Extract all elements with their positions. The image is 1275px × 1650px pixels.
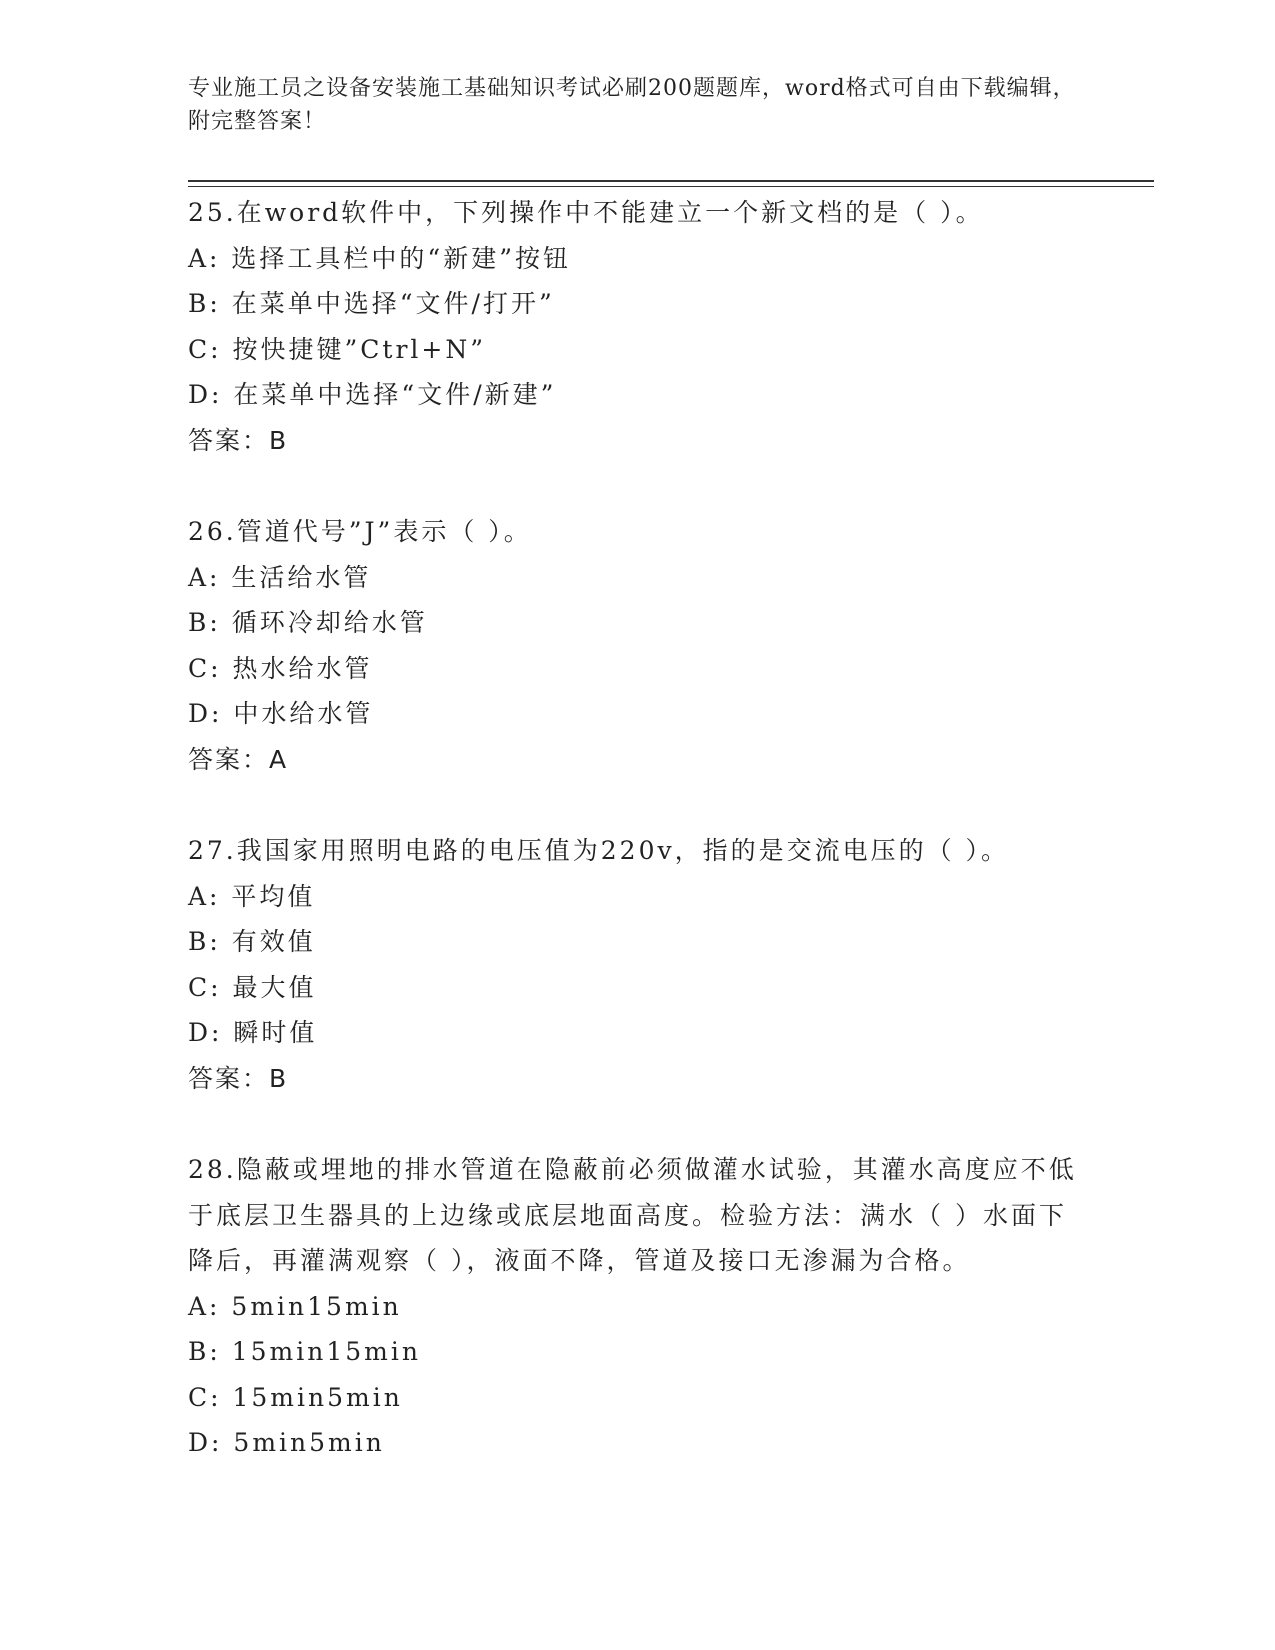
question-26	[188, 509, 1088, 782]
option-a: A: 平均值	[188, 881, 316, 911]
question-25	[188, 190, 1088, 463]
option-b: B: 循环冷却给水管	[188, 608, 428, 637]
header-rule-thick	[188, 180, 1154, 182]
question-stem: 28.隐蔽或埋地的排水管道在隐蔽前必须做灌水试验，其灌水高度应不低于底层卫生器具的上边缘或底层地面高度。检验方法：满水（ ）水面下降后，再灌满观察（ ），液面不降，管道及接口无渗漏为合格。	[188, 1155, 1077, 1275]
answer: 答案：B	[188, 1063, 289, 1093]
question-27	[188, 828, 1088, 1101]
option-c: C: 热水给水管	[188, 653, 373, 683]
option-a: A: 生活给水管	[188, 562, 372, 592]
option-c: C: 按快捷键”Ctrl+N”	[188, 334, 487, 364]
answer: 答案：A	[188, 744, 289, 774]
option-c: C: 15min5min	[188, 1382, 403, 1412]
option-d: D: 瞬时值	[188, 1018, 318, 1047]
option-a: A: 5min15min	[188, 1291, 402, 1321]
question-stem: 26.管道代号”J”表示（ ）。	[188, 517, 532, 546]
option-b: B: 15min15min	[188, 1337, 421, 1366]
header-rule-thin	[188, 186, 1154, 187]
question-list	[188, 190, 1088, 1512]
question-28	[188, 1147, 1088, 1466]
answer: 答案：B	[188, 425, 289, 455]
option-d: D: 5min5min	[188, 1428, 385, 1457]
option-b: B: 在菜单中选择“文件/打开”	[188, 289, 555, 318]
option-d: D: 在菜单中选择“文件/新建”	[188, 380, 557, 409]
option-d: D: 中水给水管	[188, 699, 374, 728]
question-stem: 25.在word软件中，下列操作中不能建立一个新文档的是（ ）。	[188, 198, 984, 227]
option-a: A: 选择工具栏中的“新建”按钮	[188, 243, 571, 273]
option-b: B: 有效值	[188, 927, 316, 956]
option-c: C: 最大值	[188, 972, 317, 1002]
question-stem: 27.我国家用照明电路的电压值为220v，指的是交流电压的（ ）。	[188, 836, 1010, 865]
document-header: 专业施工员之设备安装施工基础知识考试必刷200题题库，word格式可自由下载编辑，附完整答案！	[188, 76, 1076, 134]
